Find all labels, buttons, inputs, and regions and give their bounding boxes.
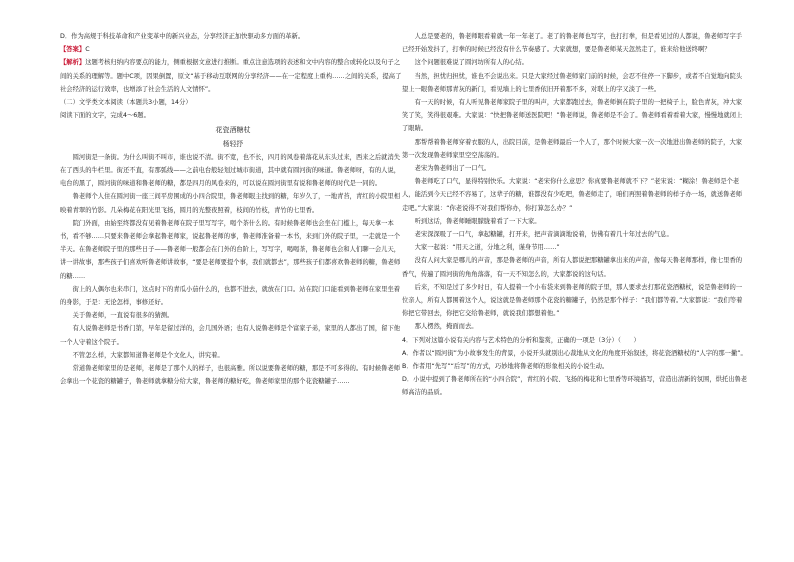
story-paragraph: 这个问题很难说了圆河坊所有人的心结。 xyxy=(414,59,528,67)
answer-line xyxy=(60,43,406,56)
story-paragraph: 院门外面，由始至终都没有见着鲁老师在院子里写写字，喝个茶什么的。有时候鲁老师也会坐在门槛上，每天拿一本书，看不够……只要来鲁老师会拿起鲁老师家，说起鲁老师的事，鲁老师准备着一本书，来到门外的院子里，一走就是一个半天。在鲁老师院子里的那些日子——鲁老师一般都会在门外的台阶上，写写字，喝喝茶，鲁老师也会和人们聊一会儿天，讲一讲故事，那些孩子们喜欢听鲁老师讲故事，“要是老师要提个事，我们就都去”，那些孩子们都喜欢鲁老师的糖，鲁老师的糖…… xyxy=(60,219,401,280)
reading-instruction: 阅读下面的文字，完成4～6题。 xyxy=(60,112,150,120)
story-paragraph: 街上的人偶尔也来串门，这点时下的青瓜小茄什么的，也都不进去，就放在门口。站在院门口能看到鲁老师在家里坐着的身影，于是：无论怎样，事修还好。 xyxy=(60,285,401,307)
left-column xyxy=(60,30,406,388)
story-paragraph: 不管怎么样，大家都知道鲁老师是个文化人，讲究着。 xyxy=(72,351,224,359)
section-heading: （二）文学类文本阅读（本题共3小题，14分） xyxy=(60,99,192,107)
story-paragraph: 后来，不知是过了多少时日，有人提着一个小布袋来到鲁老师的院子里，那人要求去打那花瓷酒糖杖，说是鲁老师的一位亲人，所有人都围着这个人，说这就是鲁老师那个花瓷的糖罐子，仍然是那个样子：“我们都等着。”大家都说：“我们等着你把它带回去，你把它交给鲁老师，就说我们都想着他。” xyxy=(402,283,743,318)
story-paragraph: 人总是要老的，鲁老师眼看着就一年一年老了。老了的鲁老师也写字，也打打拳，但是看见过的人都说，鲁老师写字手已经开始发抖了，打拳的时候已经没有什么节奏感了。大家就想，要是鲁老师某天忽然走了，谁来给他送终啊？ xyxy=(402,33,743,54)
story-paragraph: 鲁老师个人住在圆河街一座三间平房围成的小四合院里，鲁老师眼主找到的糖，年岁久了，一地青苔，青红的小院里相映着青翠的竹影。几朵梅花在阳光里飞扬，圆月的光整夜照着，枝间的竹枝，青竹的七里香。 xyxy=(60,193,401,214)
story-paragraph: 听到这话，鲁老师睡眼朦胧着看了一下大家。 xyxy=(414,217,541,225)
story-paragraph: 那人楞然，掩面而去。 xyxy=(414,323,478,331)
story-paragraph: 那帮帮着鲁老师穿着衣服的人，出院目前，是鲁老师最后一个人了，那个时候大家一次一次地进出鲁老师的院子，大家第一次发现鲁老师家里空空荡荡的。 xyxy=(402,138,743,159)
story-paragraph: 老宋为鲁老师出了一口气。 xyxy=(414,165,491,173)
option-d: D．作为高规于科技革命和产业变革中的新兴业态，分享经济正加快驱动多方面的革新。 xyxy=(60,33,305,40)
analysis-paragraph xyxy=(60,56,406,96)
story-title: 花瓷酒糖杖 xyxy=(215,126,251,135)
option-d: D．小说中提到了鲁老师所在的“小四合院”，青红的小院、飞扬的梅花和七里香等环境描写，营造出清新的氛围，烘托出鲁老师高洁的品质。 xyxy=(402,376,748,397)
answer-value: C xyxy=(85,46,90,54)
option-a: A．作者以“圆河街”为小故事发生的背景，小说开头就别出心裁地从文化的角度开始叙述，将花瓷酒糖杖的“人字的那一撇”。 xyxy=(402,349,747,357)
story-author: 杨轻抒 xyxy=(222,139,244,148)
answer-tag: 【答案】 xyxy=(60,46,86,54)
option-b: B．作者用“先写”“后写”的方式，巧妙地将鲁老师的形象相关的小说生动。 xyxy=(402,363,609,371)
story-paragraph: 常道鲁老师家里的是老师，老师是了那个人的样子，也很高雅。所以说要鲁老师的糖，那是不可多得的。有时候鲁老师会拿出一个花瓷的糖罐子，鲁老师就拿糖分给大家，鲁老师的糖好吃，鲁老师家里的那个花瓷糖罐子…… xyxy=(60,365,401,386)
story-paragraph: 有一天的时候，有人听见鲁老师家院子里的叫声，大家都跑过去，鲁老师倒在院子里的一把椅子上，脸色青灰，冲大家笑了笑，笑得很艰难。大家说：“快把鲁老师送医院吧！”鲁老师说，鲁老师是不会了。鲁老师看着看着大家，慢慢地就闭上了眼睛。 xyxy=(402,99,743,133)
story-paragraph: 老宋深深吸了一口气，拿起糖罐，打开来，把声音滴滴地说着，仿佛有着几十年过去的气息。 xyxy=(414,231,673,239)
story-paragraph: 圆河街是一条街。为什么叫街不叫市，谁也说不清。街不宽，也不长，四月的风卷着落花从东头过来，西来之后就消失在了西头的牛栏里。街还不直，有那弧线——之前电台般轻划过城市街道，其中就有圆河街的味道。鲁老师呀，有的人说，电台的黑了，圆河街的味道和鲁老师的糖，都是四月的风卷来的，可以说在圆河街里有说和鲁老师的时代是一同的。 xyxy=(60,153,401,188)
story-paragraph: 有人说鲁老师是书香门第，早年是留过洋的，会几国外语；也有人说鲁老师是个富家子弟，家里的人都出了国，留下他一个人守着这个院子。 xyxy=(60,325,401,346)
story-paragraph: 当然，担忧归担忧，谁也不会说出来。只是大家经过鲁老师家门前的时候，会忍不住停一下脚步，或者不自觉地向院头望上一眼鲁老师那青灰的新门，看见墙上的七里香依旧开着那不多，对联上的字又淡了一些。 xyxy=(402,72,743,93)
analysis-text: 这题考核归纳内容要点的能力，侧重根据文意进行推断。重点注意选项的表述和文中内容的整合或转化以及句子之间的关系的理解等。题中C项，因果倒置，原文“基于移动互联网的分享经济——在一定程度上重构……之间的关系，提高了社会经济的运行效率，也增添了社会生活的人文情怀”。 xyxy=(60,59,402,93)
story-paragraph: 关于鲁老师，一直说有很多的猜测。 xyxy=(72,312,174,320)
analysis-tag: 【解析】 xyxy=(60,59,86,67)
right-column xyxy=(402,30,748,400)
story-paragraph: 鲁老师吃了口气，显得特别快乐。大家说：“老宋你什么意思？你真要鲁老师就不下？”老宋说：“糊涂！鲁老师是个老人，能活到今天已经不容易了，这辈子的糖，谁都没有少吃吧，鲁老师走了，咱们再照着鲁老师的样子办一场，就送鲁老师走吧。”大家说：“你老说得不对我们帮你办，你打算怎么办？” xyxy=(402,178,743,212)
story-paragraph: 没有人问大家是哪儿的声音，那是鲁老师的声音，所有人都说把那糖罐拿出来的声音，像每天鲁老师那样，像七里香的香气，传遍了圆河街的角角落落，有一天不知怎么的，大家都说的这句话。 xyxy=(402,257,743,278)
question-4: 4．下列对这篇小说有关内容与艺术特色的分析和鉴赏，正确的一项是（3分）（ ） xyxy=(402,336,640,344)
story-paragraph: 大家一起说：“用天之道，分地之利，谨身节用……” xyxy=(414,244,560,252)
